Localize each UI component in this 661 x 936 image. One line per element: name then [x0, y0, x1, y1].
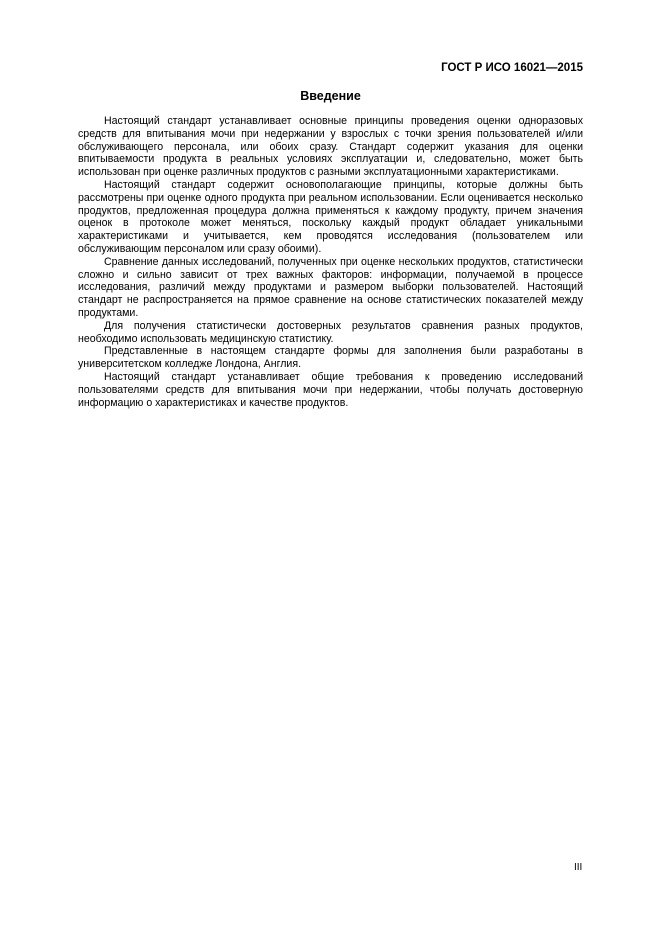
document-body — [78, 115, 583, 409]
paragraph: Для получения статистически достоверных результатов сравнения разных продуктов, необходимо использовать медицинскую статистику. — [78, 319, 583, 345]
page-number: III — [574, 862, 583, 873]
document-header-id: ГОСТ Р ИСО 16021—2015 — [441, 62, 583, 74]
section-title: Введение — [300, 89, 361, 103]
paragraph: Сравнение данных исследований, полученных при оценке нескольких продуктов, статистически сложно и сильно зависит от трех важных факторов: информации, получаемой в процессе исследования, различий между продуктами и размером выборки пользователей. Настоящий стандарт не распространяется на прямое сравнение на основе статистических показателей между продуктами. — [78, 255, 583, 319]
paragraph: Настоящий стандарт устанавливает общие требования к проведению исследований пользователями средств для впитывания мочи при недержании, чтобы получать достоверную информацию о характеристиках и качестве продуктов. — [78, 370, 583, 409]
paragraph: Представленные в настоящем стандарте формы для заполнения были разработаны в университетском колледже Лондона, Англия. — [78, 345, 583, 371]
paragraph: Настоящий стандарт содержит основополагающие принципы, которые должны быть рассмотрены при оценке одного продукта при реальном использовании. Если оценивается несколько продуктов, предложенная процедура должна применяться к каждому продукту, причем значения оценок в протоколе может меняться, поскольку каждый продукт обладает уникальными характеристиками и учитывается, кем проводятся исследования (пользователем или обслуживающим персоналом или сразу обоими). — [78, 178, 583, 255]
paragraph: Настоящий стандарт устанавливает основные принципы проведения оценки одноразовых средств для впитывания мочи при недержании у взрослых с точки зрения пользователей и/или обслуживающего персонала, или обоих сразу. Стандарт содержит указания для оценки впитываемости продукта в реальных условиях эксплуатации и, следовательно, может быть использован при оценке различных продуктов с разными эксплуатационными характеристиками. — [78, 115, 583, 179]
